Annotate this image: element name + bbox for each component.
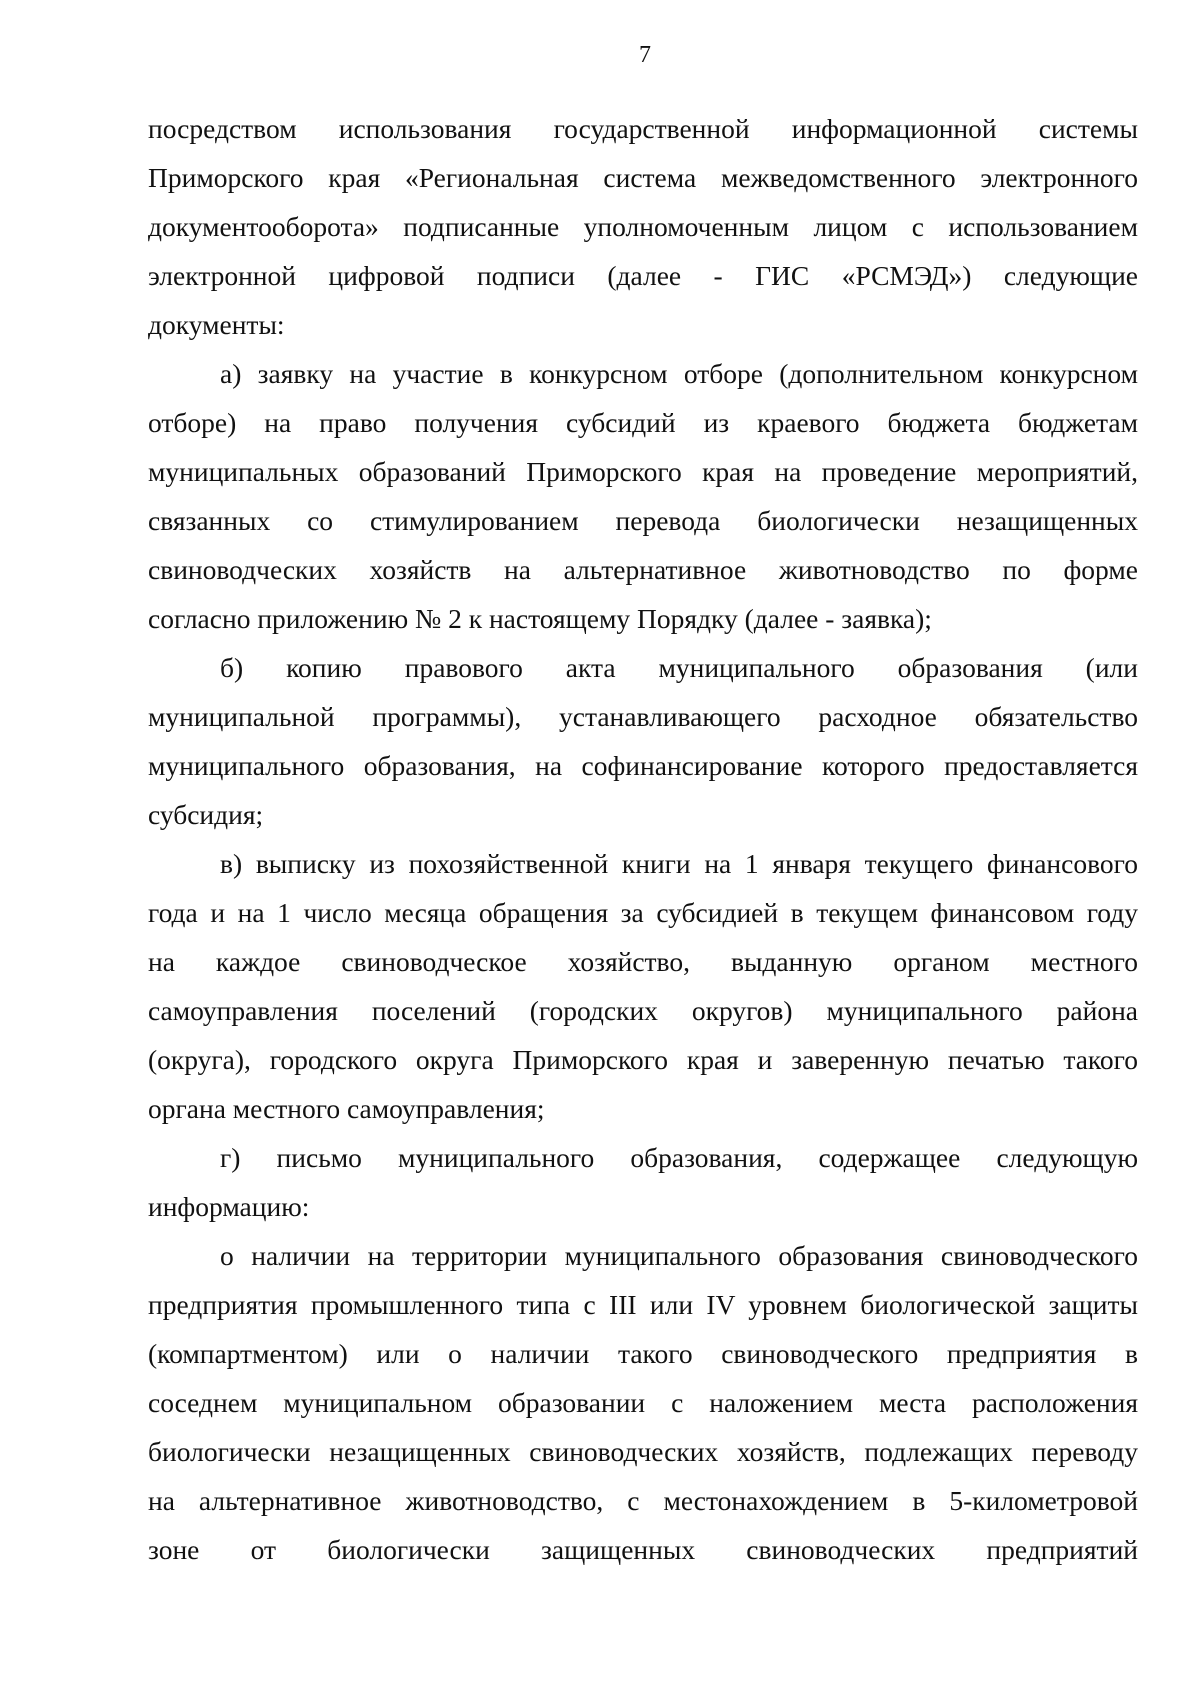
text-line: соседнем муниципальном образовании с наложением места расположения: [148, 1387, 1138, 1418]
text-line: информацию:: [148, 1191, 310, 1222]
text-line: г) письмо муниципального образования, содержащее следующую: [220, 1142, 1138, 1173]
text-line: документы:: [148, 309, 285, 340]
text-line: биологически незащищенных свиноводческих хозяйств, подлежащих переводу: [148, 1436, 1138, 1467]
text-line: в) выписку из похозяйственной книги на 1 января текущего финансового: [220, 848, 1138, 879]
paragraph-intro: [148, 104, 1138, 349]
text-line: зоне от биологически защищенных свиноводческих предприятий: [148, 1534, 1138, 1565]
text-line: года и на 1 число месяца обращения за субсидией в текущем финансовом году: [148, 897, 1138, 928]
document-body: [148, 104, 1138, 1574]
paragraph-item-g: [148, 1133, 1138, 1231]
text-line: (компартментом) или о наличии такого свиноводческого предприятия в: [148, 1338, 1138, 1369]
text-line: на альтернативное животноводство, с местонахождением в 5-километровой: [148, 1485, 1138, 1516]
text-line: (округа), городского округа Приморского края и заверенную печатью такого: [148, 1044, 1138, 1075]
text-line: о наличии на территории муниципального образования свиноводческого: [220, 1240, 1138, 1271]
text-line: муниципальной программы), устанавливающего расходное обязательство: [148, 701, 1138, 732]
text-line: а) заявку на участие в конкурсном отборе (дополнительном конкурсном: [220, 358, 1138, 389]
paragraph-item-b: [148, 643, 1138, 839]
text-line: муниципального образования, на софинансирование которого предоставляется: [148, 750, 1138, 781]
text-line: Приморского края «Региональная система межведомственного электронного: [148, 162, 1138, 193]
text-line: предприятия промышленного типа с III или IV уровнем биологической защиты: [148, 1289, 1138, 1320]
text-line: свиноводческих хозяйств на альтернативное животноводство по форме: [148, 554, 1138, 585]
text-line: связанных со стимулированием перевода биологически незащищенных: [148, 505, 1138, 536]
text-line: электронной цифровой подписи (далее - ГИС «РСМЭД») следующие: [148, 260, 1138, 291]
text-line: органа местного самоуправления;: [148, 1093, 545, 1124]
text-line: документооборота» подписанные уполномоченным лицом с использованием: [148, 211, 1138, 242]
text-line: б) копию правового акта муниципального образования (или: [220, 652, 1138, 683]
text-line: самоуправления поселений (городских округов) муниципального района: [148, 995, 1138, 1026]
paragraph-item-v: [148, 839, 1138, 1133]
paragraph-availability: [148, 1231, 1138, 1574]
page-number: 7: [639, 42, 651, 68]
text-line: отборе) на право получения субсидий из краевого бюджета бюджетам: [148, 407, 1138, 438]
text-line: субсидия;: [148, 799, 264, 830]
text-line: согласно приложению № 2 к настоящему Порядку (далее - заявка);: [148, 603, 932, 634]
paragraph-item-a: [148, 349, 1138, 643]
text-line: посредством использования государственной информационной системы: [148, 113, 1138, 144]
text-line: на каждое свиноводческое хозяйство, выданную органом местного: [148, 946, 1138, 977]
text-line: муниципальных образований Приморского края на проведение мероприятий,: [148, 456, 1138, 487]
